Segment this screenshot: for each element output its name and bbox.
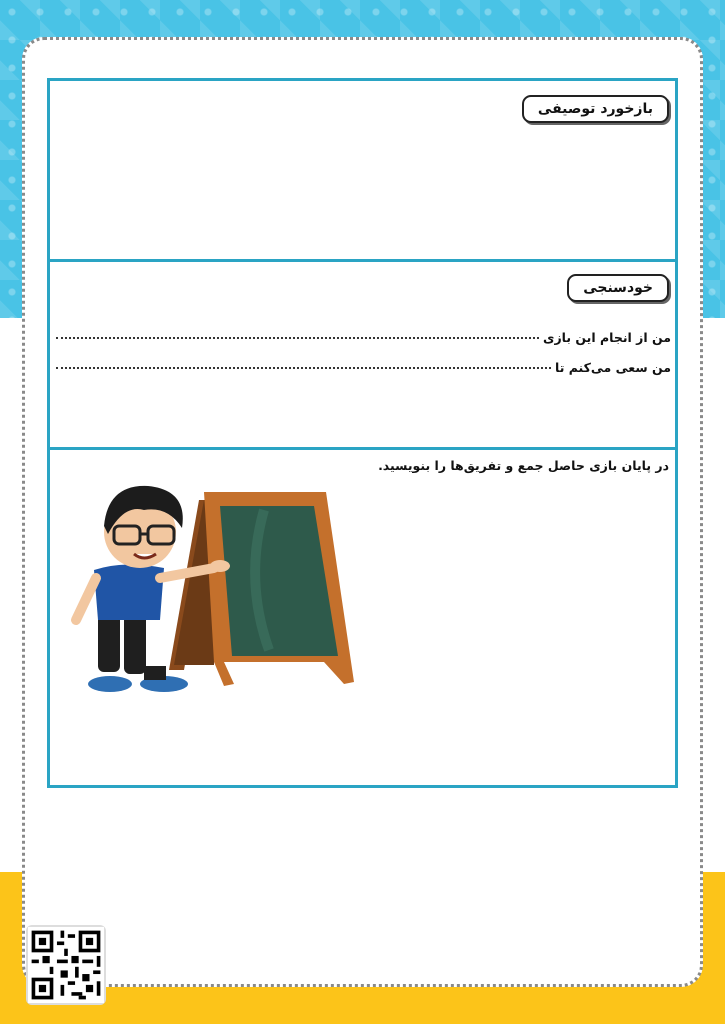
self-assessment-line-2 [56,360,671,375]
qr-code-icon[interactable] [26,925,106,1005]
answer-blank-2[interactable] [56,366,551,369]
boy-with-chalkboard-illustration [64,470,364,700]
activity-instruction: در پایان بازی حاصل جمع و تفریق‌ها را بنویسید. [378,458,669,473]
self-assessment-prompt-2: من سعی می‌کنم تا [555,360,671,375]
descriptive-feedback-title: بازخورد توصیفی [522,95,669,123]
answer-blank-1[interactable] [56,336,539,339]
descriptive-feedback-box [47,78,678,262]
self-assessment-line-1 [56,330,671,345]
self-assessment-box [47,259,678,450]
self-assessment-title: خودسنجی [567,274,669,302]
self-assessment-prompt-1: من از انجام این بازی [543,330,671,345]
